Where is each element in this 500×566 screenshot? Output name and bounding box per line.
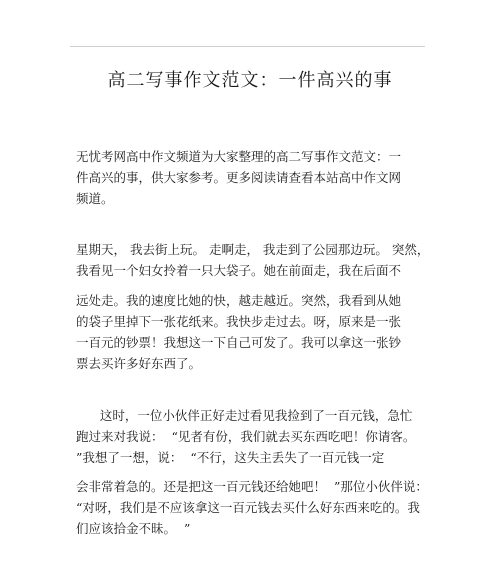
body-line: 远处走。我的速度比她的快，越走越近。突然，我看到从她 (76, 293, 402, 308)
body-line: 我看见一个妇女拎着一只大袋子。她在前面走，我在后面不 (76, 263, 402, 278)
body-line: 票去买许多好东西了。 (76, 356, 202, 371)
header-rule (70, 46, 425, 47)
body-line: 会非常着急的。还是把这一百元钱还给她吧！ ”那位小伙伴说： (76, 479, 428, 494)
body-line: 一百元的钞票！我想这一下自己可发了。我可以拿这一张钞 (76, 335, 402, 350)
body-line: 无忧考网高中作文频道为大家整理的高二写事作文范文：一 (76, 149, 402, 164)
body-line: “对呀，我们是不应该拿这一百元钱去买什么好东西来吃的。我 (76, 500, 420, 515)
body-line: 的袋子里掉下一张花纸来。我快步走过去。呀，原来是一张 (76, 314, 402, 329)
document-title: 高二写事作文范文：一件高兴的事 (107, 70, 393, 91)
body-line: ”我想了一想，说： “不行，这失主丢失了一百元钱一定 (76, 450, 385, 465)
body-line: 件高兴的事，供大家参考。更多阅读请查看本站高中作文网 (76, 170, 402, 185)
body-line: 频道。 (76, 191, 114, 206)
body-line: 星期天， 我去街上玩。 走啊走， 我走到了公园那边玩。 突然， (76, 242, 430, 257)
body-line: 们应该拾金不昧。 ” (76, 521, 191, 536)
body-line: 这时，一位小伙伴正好走过看见我捡到了一百元钱，急忙 (76, 408, 413, 423)
body-line: 跑过来对我说： “见者有份，我们就去买东西吃吧！你请客。 (76, 429, 416, 444)
